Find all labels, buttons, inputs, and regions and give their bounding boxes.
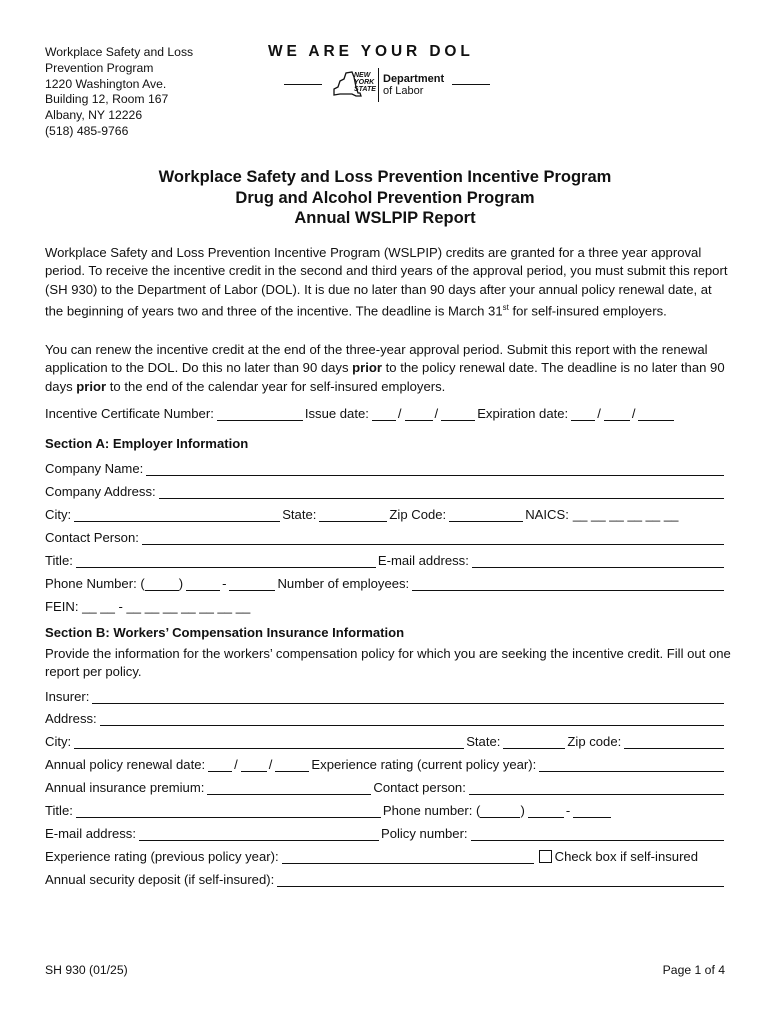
address-line: Albany, NY 12226 <box>45 108 143 123</box>
phone-prefix-field[interactable] <box>186 577 220 591</box>
state-field[interactable] <box>319 508 387 522</box>
logo-rule-right <box>452 84 490 85</box>
insurer-city-row: City: State: Zip code: <box>45 732 726 749</box>
insurer-field[interactable] <box>92 690 724 704</box>
fein-field[interactable]: FEIN: __ __ - __ __ __ __ __ __ __ <box>45 599 251 614</box>
insurer-phone-line-field[interactable] <box>573 804 611 818</box>
section-b-intro: Provide the information for the workers’ compensation policy for which you are seeking the incentive credit. Fill out one report per policy. <box>45 646 731 680</box>
contact-person-field[interactable] <box>142 531 724 545</box>
insurer-state-field[interactable] <box>503 735 565 749</box>
renewal-row: Annual policy renewal date: / / Experience rating (current policy year): <box>45 755 726 772</box>
insurer-title-field[interactable] <box>76 804 381 818</box>
company-address-row: Company Address: <box>45 482 726 499</box>
self-insured-label: Check box if self-insured <box>554 849 698 864</box>
insurer-phone-prefix-field[interactable] <box>528 804 564 818</box>
page-number: Page 1 of 4 <box>662 963 725 977</box>
zip-code-field[interactable] <box>449 508 523 522</box>
issue-date-month-field[interactable] <box>372 407 396 421</box>
department-wordmark: Department of Labor <box>383 73 445 97</box>
fein-row <box>45 597 726 614</box>
renewal-year-field[interactable] <box>275 758 309 772</box>
address-line: Prevention Program <box>45 60 154 75</box>
experience-prev-row: Experience rating (previous policy year): Check box if self-insured <box>45 849 698 864</box>
phone-line: (518) 485-9766 <box>45 123 129 138</box>
phone-row: Phone Number: ( ) - Number of employees: <box>45 574 726 591</box>
contact-person-row: Contact Person: <box>45 528 726 545</box>
title-line-1: Workplace Safety and Loss Prevention Incentive Program <box>158 168 612 186</box>
city-state-row: City: State: Zip Code: NAICS: __ __ __ __ __ __ <box>45 507 679 522</box>
company-address-field[interactable] <box>159 485 724 499</box>
security-deposit-field[interactable] <box>277 873 724 887</box>
address-line: Workplace Safety and Loss <box>45 45 194 59</box>
employees-field[interactable] <box>412 577 724 591</box>
dol-logo <box>268 43 504 105</box>
title-line-2: Drug and Alcohol Prevention Program <box>235 188 535 207</box>
intro-paragraph-1: Workplace Safety and Loss Prevention Incentive Program (WSLPIP) credits are granted for a three year approval period. To receive the incentive credit in the second and third years of the approval period, you must submit this report (SH 930) to the Department of Labor (DOL). It is due no later than 90 days after your annual policy renewal date, at the beginning of years two and three of the incentive. The deadline is March 31st for self-insured employers. <box>45 245 728 319</box>
expiration-date-day-field[interactable] <box>604 407 630 421</box>
premium-row: Annual insurance premium: Contact person: <box>45 778 726 795</box>
certificate-line: Incentive Certificate Number: Issue date: / / Expiration date: / / <box>45 404 726 421</box>
policy-number-field[interactable] <box>471 827 724 841</box>
section-b-heading: Section B: Workers’ Compensation Insurance Information <box>45 625 405 640</box>
expiration-date-year-field[interactable] <box>638 407 674 421</box>
insurer-address-row: Address: <box>45 709 726 726</box>
deposit-row: Annual security deposit (if self-insured): <box>45 870 726 887</box>
insurer-phone-area-field[interactable] <box>480 804 520 818</box>
ny-state-wordmark: NEW YORK STATE <box>354 72 376 94</box>
city-field[interactable] <box>74 508 280 522</box>
logo-divider <box>378 68 379 102</box>
insurer-title-row: Title: Phone number: ( ) - <box>45 801 726 818</box>
renewal-day-field[interactable] <box>241 758 267 772</box>
insurer-email-field[interactable] <box>139 827 379 841</box>
self-insured-checkbox[interactable] <box>539 850 552 863</box>
section-a-heading: Section A: Employer Information <box>45 436 249 451</box>
insurer-row: Insurer: <box>45 687 726 704</box>
experience-rating-current-field[interactable] <box>539 758 724 772</box>
title-line-3: Annual WSLPIP Report <box>294 209 476 227</box>
policy-row: E-mail address: Policy number: <box>45 824 726 841</box>
logo-rule-left <box>284 84 322 85</box>
issue-date-label: Issue date: <box>304 406 369 421</box>
slogan: WE ARE YOUR DOL <box>268 43 474 60</box>
expiration-date-month-field[interactable] <box>571 407 595 421</box>
insurer-zip-field[interactable] <box>624 735 724 749</box>
experience-rating-previous-field[interactable] <box>282 850 534 864</box>
agency-address <box>45 45 193 140</box>
insurer-address-field[interactable] <box>100 712 724 726</box>
form-title <box>0 167 770 229</box>
insurer-city-field[interactable] <box>74 735 464 749</box>
company-name-row: Company Name: <box>45 459 726 476</box>
insurer-contact-field[interactable] <box>469 781 724 795</box>
address-line: Building 12, Room 167 <box>45 92 169 107</box>
intro-paragraph-2: You can renew the incentive credit at the end of the three-year approval period. Submit this report with the renewal application to the DOL. Do this no later than 90 days prior to the policy renewal date. The deadline is no later than 90 days prior to the end of the calendar year for self-insured employers. <box>45 342 725 394</box>
naics-field[interactable]: __ __ __ __ __ __ <box>572 507 679 522</box>
title-email-row: Title: E-mail address: <box>45 551 726 568</box>
phone-line-field[interactable] <box>229 577 275 591</box>
title-field[interactable] <box>76 554 376 568</box>
renewal-month-field[interactable] <box>208 758 232 772</box>
expiration-date-label: Expiration date: <box>477 406 569 421</box>
email-field[interactable] <box>472 554 724 568</box>
certificate-number-field[interactable] <box>217 407 303 421</box>
address-line: 1220 Washington Ave. <box>45 76 167 91</box>
issue-date-day-field[interactable] <box>405 407 433 421</box>
issue-date-year-field[interactable] <box>441 407 475 421</box>
company-name-field[interactable] <box>146 462 724 476</box>
premium-field[interactable] <box>207 781 371 795</box>
form-number: SH 930 (01/25) <box>45 963 128 977</box>
certificate-number-label: Incentive Certificate Number: <box>45 406 214 421</box>
phone-area-code-field[interactable] <box>145 577 179 591</box>
